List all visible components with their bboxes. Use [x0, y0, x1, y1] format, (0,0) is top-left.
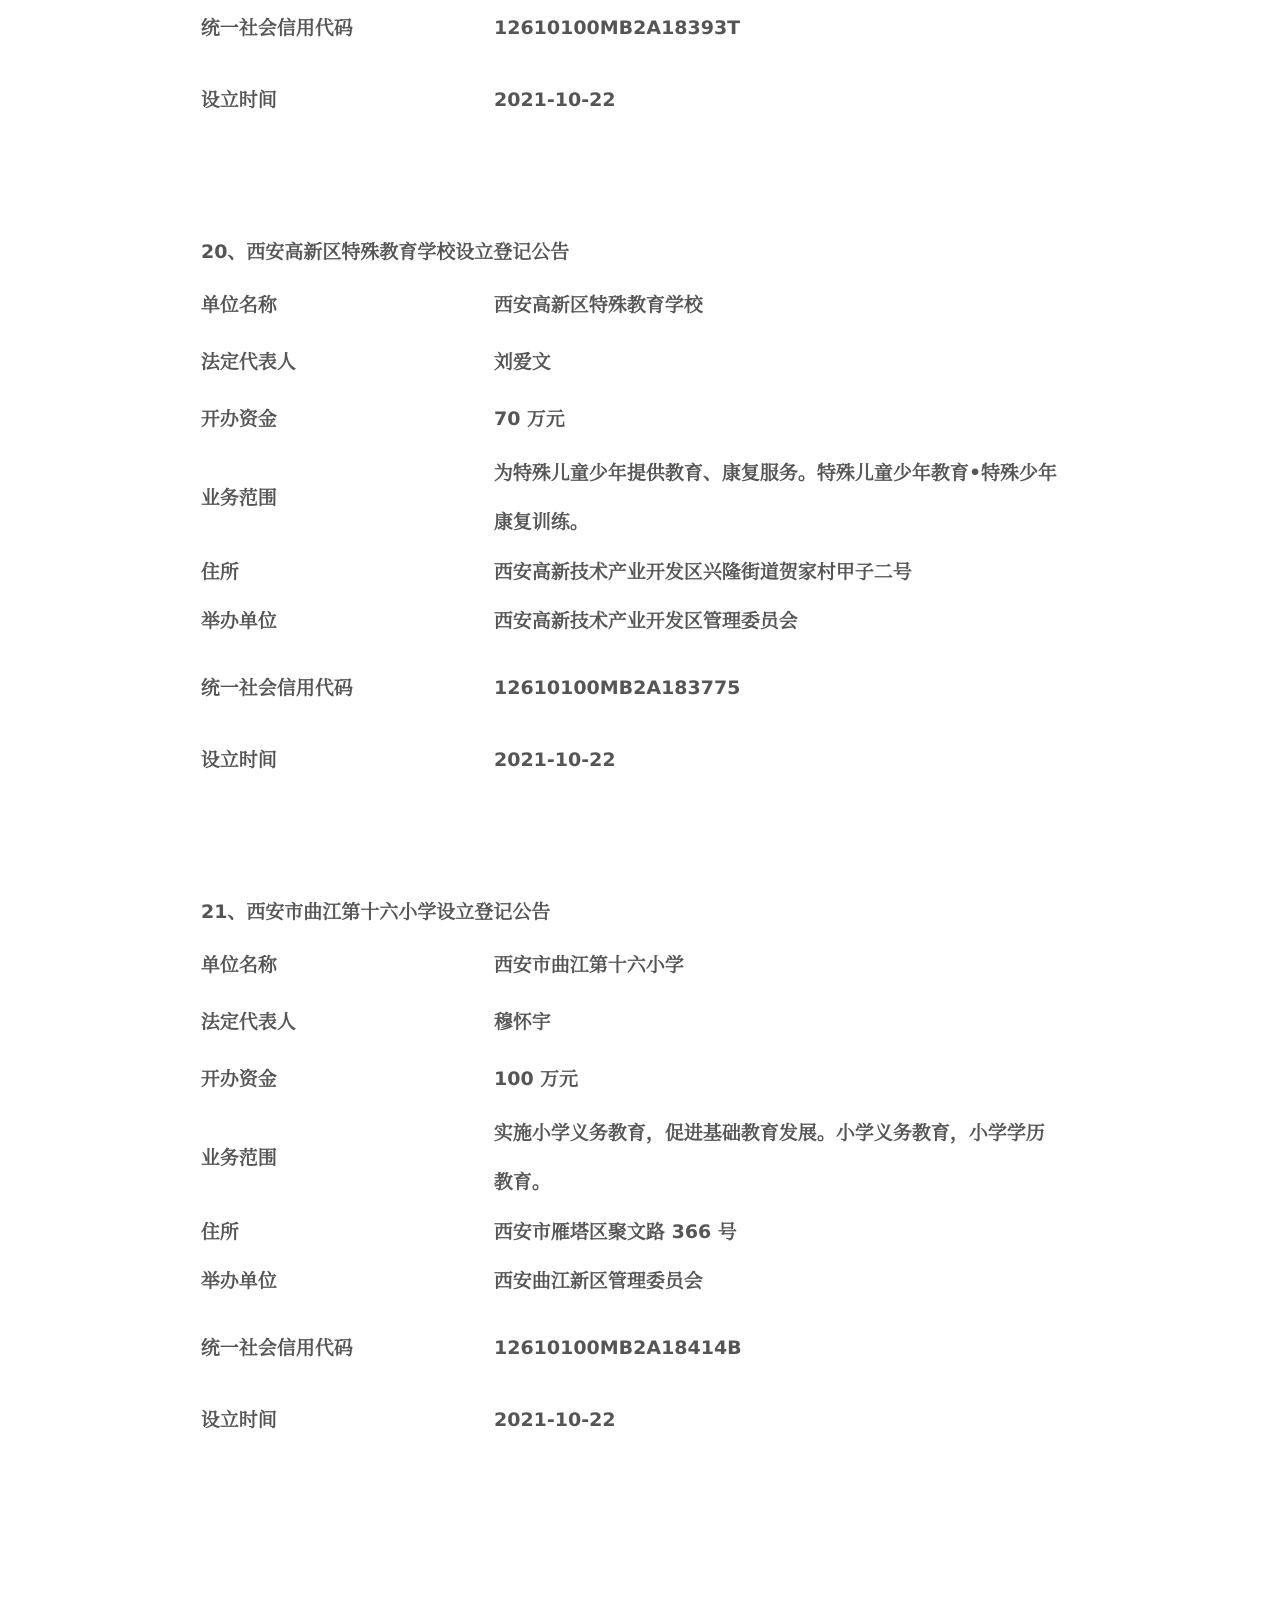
- field-value-line-2: 康复训练。: [494, 511, 590, 533]
- field-label: 单位名称: [201, 954, 278, 976]
- field-label: 开办资金: [201, 408, 278, 430]
- field-label: 住所: [201, 561, 240, 583]
- field-label: 住所: [201, 1221, 240, 1243]
- field-label: 业务范围: [201, 487, 278, 509]
- field-label: 举办单位: [201, 610, 278, 632]
- field-value-line-1: 为特殊儿童少年提供教育、康复服务。特殊儿童少年教育•特殊少年: [494, 462, 1058, 484]
- field-label: 统一社会信用代码: [201, 1337, 354, 1359]
- field-label: 设立时间: [201, 89, 278, 111]
- field-label: 设立时间: [201, 1409, 278, 1431]
- field-label: 单位名称: [201, 294, 278, 316]
- field-label: 统一社会信用代码: [201, 17, 354, 39]
- field-value: 2021-10-22: [494, 749, 616, 771]
- section-heading: 21、西安市曲江第十六小学设立登记公告: [201, 901, 551, 923]
- field-value: 刘爱文: [494, 351, 552, 373]
- field-label: 法定代表人: [201, 351, 297, 373]
- field-value-line-2: 教育。: [494, 1171, 552, 1193]
- field-value: 穆怀宇: [494, 1011, 552, 1033]
- field-label: 举办单位: [201, 1270, 278, 1292]
- field-label: 业务范围: [201, 1147, 278, 1169]
- field-label: 统一社会信用代码: [201, 677, 354, 699]
- field-value: 西安高新区特殊教育学校: [494, 294, 704, 316]
- section-heading: 20、西安高新区特殊教育学校设立登记公告: [201, 241, 570, 263]
- field-label: 法定代表人: [201, 1011, 297, 1033]
- field-value: 12610100MB2A18414B: [494, 1337, 742, 1359]
- field-value: 西安市曲江第十六小学: [494, 954, 685, 976]
- field-value: 12610100MB2A183775: [494, 677, 741, 699]
- field-value: 100 万元: [494, 1068, 579, 1090]
- field-value: 2021-10-22: [494, 89, 616, 111]
- field-label: 设立时间: [201, 749, 278, 771]
- field-label: 开办资金: [201, 1068, 278, 1090]
- field-value: 12610100MB2A18393T: [494, 17, 741, 39]
- field-value: 西安曲江新区管理委员会: [494, 1270, 704, 1292]
- field-value: 70 万元: [494, 408, 566, 430]
- field-value: 西安高新技术产业开发区兴隆街道贺家村甲子二号: [494, 561, 913, 583]
- field-value: 西安市雁塔区聚文路 366 号: [494, 1221, 737, 1243]
- field-value: 西安高新技术产业开发区管理委员会: [494, 610, 799, 632]
- field-value-line-1: 实施小学义务教育，促进基础教育发展。小学义务教育，小学学历: [494, 1122, 1046, 1144]
- field-value: 2021-10-22: [494, 1409, 616, 1431]
